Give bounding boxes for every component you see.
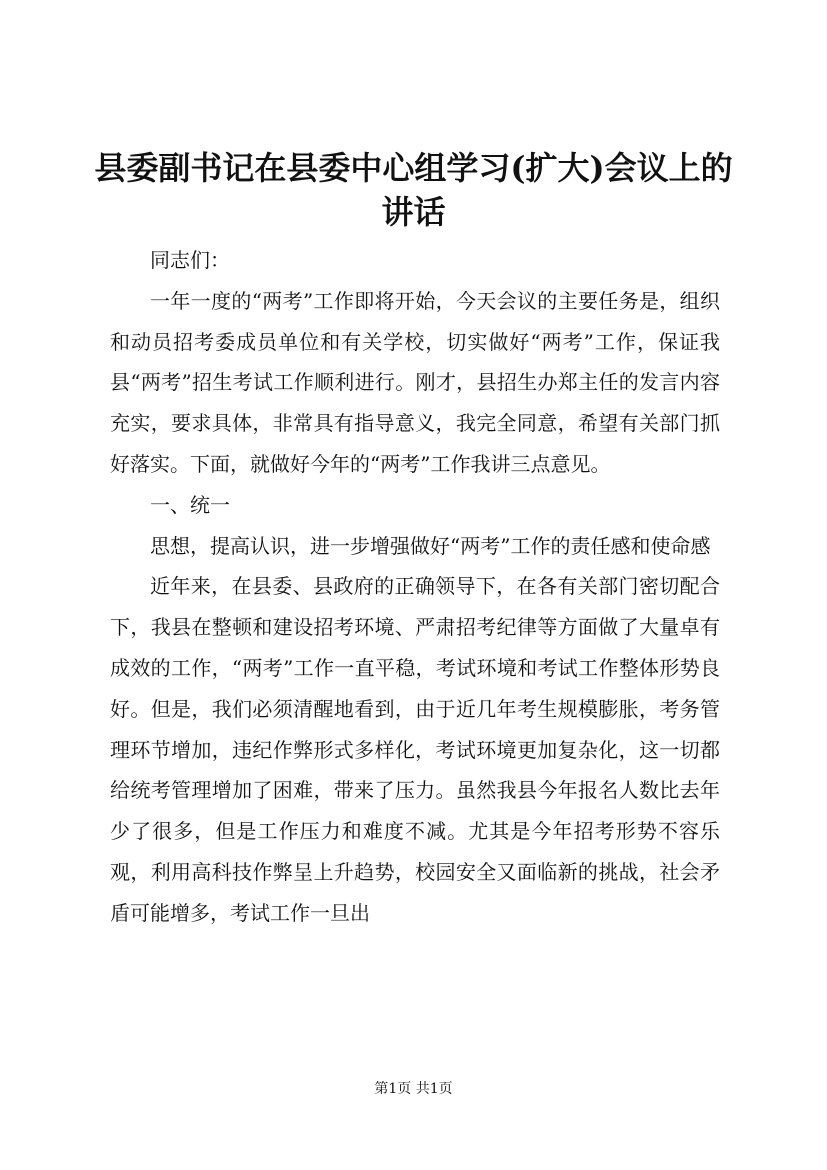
paragraph-body: 近年来，在县委、县政府的正确领导下，在各有关部门密切配合下，我县在整顿和建设招考环境、严肃招考纪律等方面做了大量卓有成效的工作，“两考”工作一直平稳，考试环境和考试工作整体形势良好。但是，我们必须清醒地看到，由于近几年考生规模膨胀，考务管理环节增加，违纪作弊形式多样化，考试环境更加复杂化，这一切都给统考管理增加了困难，带来了压力。虽然我县今年报名人数比去年少了很多，但是工作压力和难度不减。尤其是今年招考形势不容乐观，利用高科技作弊呈上升趋势，校园安全又面临新的挑战，社会矛盾可能增多，考试工作一旦出: [110, 574, 720, 925]
section-subheading: 思想，提高认识，进一步增强做好“两考”工作的责任感和使命感: [150, 533, 711, 558]
page-footer: 第1页 共1页: [374, 1081, 453, 1097]
section-heading: 一、统一: [150, 492, 230, 517]
document-body: [110, 240, 720, 934]
paragraph-intro: 一年一度的“两考”工作即将开始，今天会议的主要任务是，组织和动员招考委成员单位和有关学校，切实做好“两考”工作，保证我县“两考”招生考试工作顺利进行。刚才，县招生办郑主任的发言内容充实，要求具体，非常具有指导意义，我完全同意，希望有关部门抓好落实。下面，就做好今年的“两考”工作我讲三点意见。: [110, 288, 720, 476]
paragraph-salutation: 同志们：: [150, 248, 230, 272]
document-title: 县委副书记在县委中心组学习(扩大)会议上的讲话: [94, 149, 733, 231]
